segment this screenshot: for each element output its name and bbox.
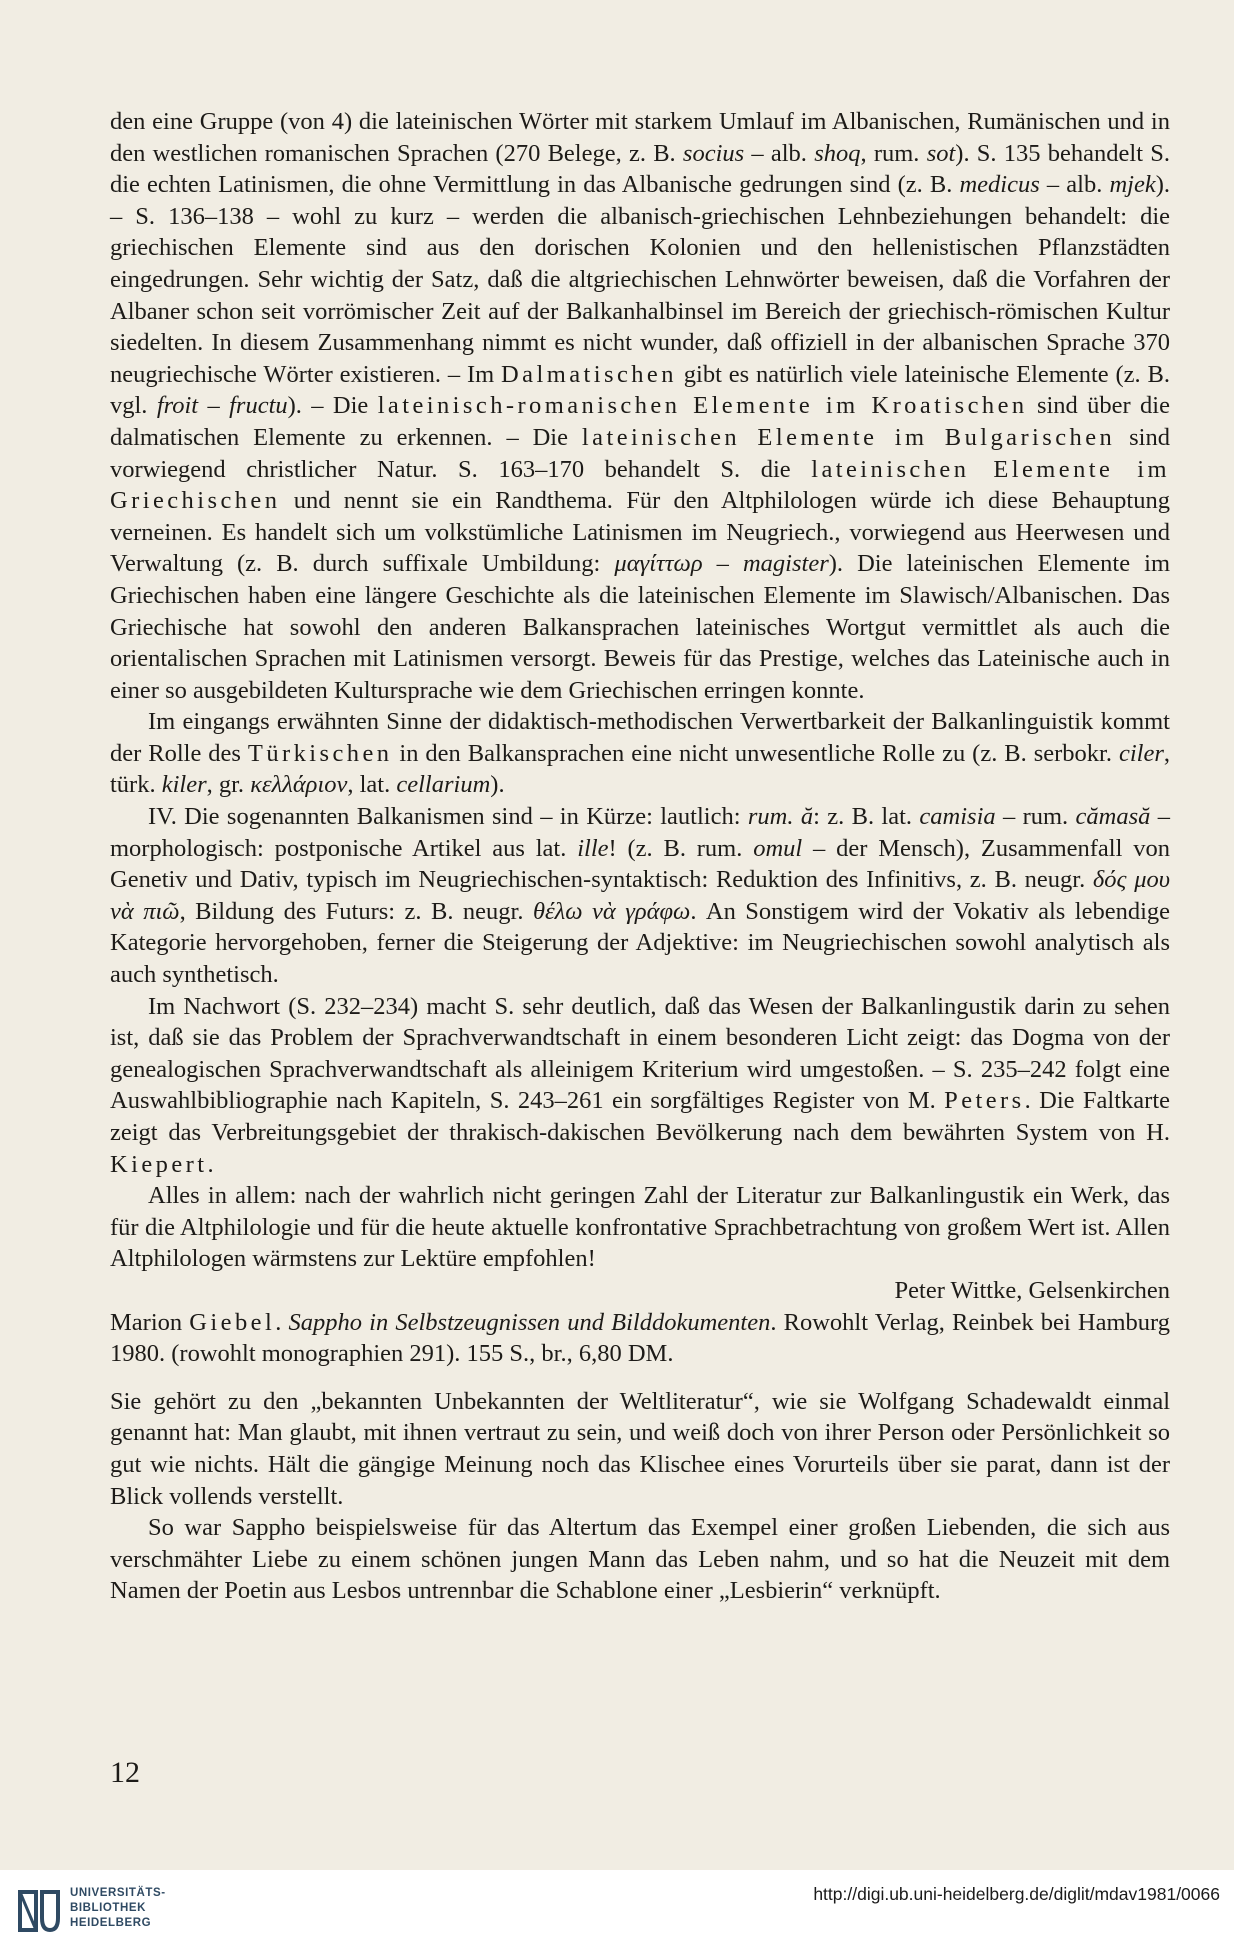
text-run: , rum.	[860, 139, 927, 167]
italic-term: mjek	[1109, 171, 1156, 199]
text-run: gibt es natürlich viele lateinische Elemente (z. B. vgl.	[110, 360, 1170, 420]
spaced-emphasis: Kiepert	[110, 1150, 208, 1178]
text-run: – alb.	[744, 139, 815, 167]
paragraph-nachwort	[110, 991, 1170, 1181]
text-run: sind vorwiegend christlicher Natur. S. 163–170 behandelt S. die	[110, 423, 1170, 483]
spaced-emphasis: Dalmatischen	[501, 360, 677, 388]
text-run: . Die Faltkarte zeigt das Verbreitungsgebiet der thrakisch-dakischen Bevölkerung nach dem bewährten System von H.	[110, 1087, 1170, 1146]
ub-heidelberg-logo-icon	[14, 1884, 64, 1938]
text-run: So war Sappho beispielsweise für das Altertum das Exempel einer großen Liebenden, die sich aus verschmähter Liebe zu einem schönen jungen Mann das Leben nahm, und so hat die Neuzeit mit dem Namen der Poetin aus Lesbos untrennbar die Schablone einer „Lesbierin“ verknüpft.	[110, 1514, 1170, 1605]
italic-term: μαγίττωρ	[614, 550, 703, 578]
italic-term: omul	[753, 834, 803, 862]
text-run: sind über die dalmatischen Elemente zu erkennen. – Die	[110, 392, 1170, 451]
italic-term: cellarium	[396, 771, 491, 799]
spaced-emphasis: Giebel	[189, 1308, 276, 1336]
text-run: . Rowohlt Verlag, Reinbek bei Hamburg 1980. (rowohlt monographien 291). 155 S., br., 6,80 DM.	[110, 1308, 1170, 1368]
italic-term: shoq	[814, 139, 861, 167]
text-run: IV. Die sogenannten Balkanismen sind – in Kürze: lautlich:	[148, 803, 748, 831]
italic-term: rum. ă	[747, 803, 814, 831]
text-run: ! (z. B. rum.	[608, 834, 754, 862]
italic-term: kiler	[161, 771, 207, 799]
text-run: , Bildung des Futurs: z. B. neugr.	[179, 897, 533, 925]
italic-term: froit	[156, 392, 199, 420]
spaced-emphasis: Peters	[944, 1087, 1025, 1115]
text-run: , lat.	[347, 771, 397, 799]
spaced-emphasis: lateinisch-romanischen Elemente im Kroatischen	[377, 392, 1028, 420]
italic-term: δός μου νὰ πιῶ	[110, 866, 1171, 925]
text-run: ). – Die	[287, 392, 378, 420]
italic-term: camisia	[919, 803, 996, 831]
italic-term: κελλάριον	[250, 771, 348, 799]
italic-term: Sappho in Selbstzeugnissen und Bilddokumenten	[288, 1308, 771, 1336]
footer-bar	[0, 1870, 1234, 1959]
text-run: in den Balkansprachen eine nicht unwesentliche Rolle zu (z. B. serbokr.	[392, 739, 1119, 767]
spaced-emphasis: Türkischen	[247, 739, 393, 767]
text-run: Sie gehört zu den „bekannten Unbekannten der Weltliteratur“, wie sie Wolfgang Schadewaldt einmal genannt hat: Man glaubt, mit ihnen vertraut zu sein, und weiß doch von ihrer Person oder Persönlichkeit so gut wie nichts. Hält die gängige Meinung noch das Klischee eines Vorurteils über sie parat, dann ist der Blick vollends verstellt.	[110, 1387, 1170, 1510]
text-run: , türk.	[110, 739, 1170, 799]
text-run: ). – S. 136–138 – wohl zu kurz – werden die albanisch-griechischen Lehnbeziehungen behandelt: die griechischen Elemente sind aus den dorischen Kolonien und den hellenistischen Pflanzstädten eingedrungen. Sehr wichtig der Satz, daß die altgriechischen Lehnwörter beweisen, daß die Vorfahren der Albaner schon seit vorrömischer Zeit auf der Balkanhalbinsel im Bereich der griechisch-römischen Kultur siedelten. In diesem Zusammenhang nimmt es nicht wunder, daß offiziell in der albanischen Sprache 370 neugriechische Wörter existieren. – Im	[110, 171, 1170, 388]
italic-term: fructu	[229, 392, 288, 420]
italic-term: socius	[682, 139, 745, 167]
text-run: Im Nachwort (S. 232–234) macht S. sehr deutlich, daß das Wesen der Balkanlingustik darin zu sehen ist, daß sie das Problem der Sprachverwandtschaft in einem besonderen Licht zeigt: das Dogma von der genealogischen Sprachverwandtschaft als alleinigem Kriterium wird umgestoßen. – S. 235–242 folgt eine Auswahlbibliographie nach Kapiteln, S. 243–261 ein sorgfältiges Register von M.	[110, 992, 1170, 1115]
text-run: : z. B. lat.	[813, 803, 920, 831]
text-run: –	[198, 392, 230, 420]
text-run: Alles in allem: nach der wahrlich nicht geringen Zahl der Literatur zur Balkanlingustik ein Werk, das für die Altphilologie und für die heute aktuelle konfrontative Sprachbetrachtung von großem Wert ist. Allen Altphilologen wärmstens zur Lektüre empfohlen!	[110, 1182, 1170, 1273]
italic-term: ciler	[1118, 739, 1164, 767]
text-run: ).	[490, 771, 505, 799]
text-run: , gr.	[206, 771, 251, 799]
spaced-emphasis: lateinischen Elemente im Griechischen	[110, 455, 1170, 515]
text-run: – morphologisch: postponische Artikel aus lat.	[110, 803, 1171, 862]
italic-term: cămasă	[1075, 803, 1151, 831]
library-name-line-3: HEIDELBERG	[70, 1917, 152, 1929]
paragraph-sappho-intro	[110, 1386, 1170, 1512]
text-run: Marion	[110, 1308, 190, 1336]
paragraph-conclusion	[110, 1180, 1170, 1275]
text-run: –	[702, 550, 743, 578]
italic-term: magister	[742, 550, 829, 578]
review-signature: Peter Wittke, Gelsenkirchen	[894, 1276, 1170, 1304]
text-run: ). S. 135 behandelt S. die echten Latinismen, die ohne Vermittlung in das Albanische gedrungen sind (z. B.	[110, 139, 1171, 199]
page-number: 12	[110, 1756, 140, 1789]
italic-term: medicus	[959, 171, 1040, 199]
italic-term: θέλω νὰ γράφω	[532, 897, 691, 925]
paragraph-balkanisms	[110, 801, 1170, 991]
italic-term: ille	[577, 834, 609, 862]
text-run: . An Sonstigem wird der Vokativ als lebendige Kategorie hervorgehoben, ferner die Steigerung der Adjektive: im Neugriechischen sowohl analytisch als auch synthetisch.	[110, 897, 1170, 989]
text-run: Im eingangs erwähnten Sinne der didaktisch-methodischen Verwertbarkeit der Balkanlinguistik kommt der Rolle des	[110, 708, 1170, 767]
review-header	[110, 1307, 1170, 1370]
text-run: – der Mensch), Zusammenfall von Genetiv und Dativ, typisch im Neugriechischen-syntaktisch: Reduktion des Infinitivs, z. B. neugr.	[110, 834, 1170, 894]
text-run: den eine Gruppe (von 4) die lateinischen Wörter mit starkem Umlauf im Albanischen, Rumänischen und in den westlichen romanischen Sprachen (270 Belege, z. B.	[110, 108, 1170, 167]
permalink-url[interactable]: http://digi.ub.uni-heidelberg.de/diglit/mdav1981/0066	[813, 1884, 1220, 1904]
library-name-line-1: UNIVERSITÄTS-	[70, 1887, 166, 1899]
paragraph-sappho-reception	[110, 1512, 1170, 1607]
text-column	[110, 106, 1170, 1607]
text-run: – rum.	[995, 803, 1076, 831]
paragraph-latin-elements	[110, 106, 1170, 706]
text-run: .	[275, 1308, 289, 1336]
paragraph-turkish	[110, 706, 1170, 801]
text-run: .	[207, 1150, 214, 1178]
library-name	[70, 1886, 166, 1931]
text-run: ). Die lateinischen Elemente im Griechischen haben eine längere Geschichte als die lateinischen Elemente im Slawisch/Albanischen. Das Griechische hat sowohl den anderen Balkansprachen lateinisches Wortgut vermittlet als auch die orientalischen Sprachen mit Latinismen versorgt. Beweis für das Prestige, welches das Lateinische auch in einer so ausgebildeten Kultursprache wie dem Griechischen erringen konnte.	[110, 550, 1171, 704]
library-name-line-2: BIBLIOTHEK	[70, 1902, 147, 1914]
italic-term: sot	[926, 139, 956, 167]
text-run: und nennt sie ein Randthema. Für den Altphilologen würde ich diese Behauptung verneinen. Es handelt sich um volkstümliche Latinismen im Neugriech., vorwiegend aus Heerwesen und Verwaltung (z. B. durch suffixale Umbildung:	[110, 487, 1170, 578]
text-run: – alb.	[1039, 171, 1110, 199]
spaced-emphasis: lateinischen Elemente im Bulgarischen	[581, 423, 1116, 451]
